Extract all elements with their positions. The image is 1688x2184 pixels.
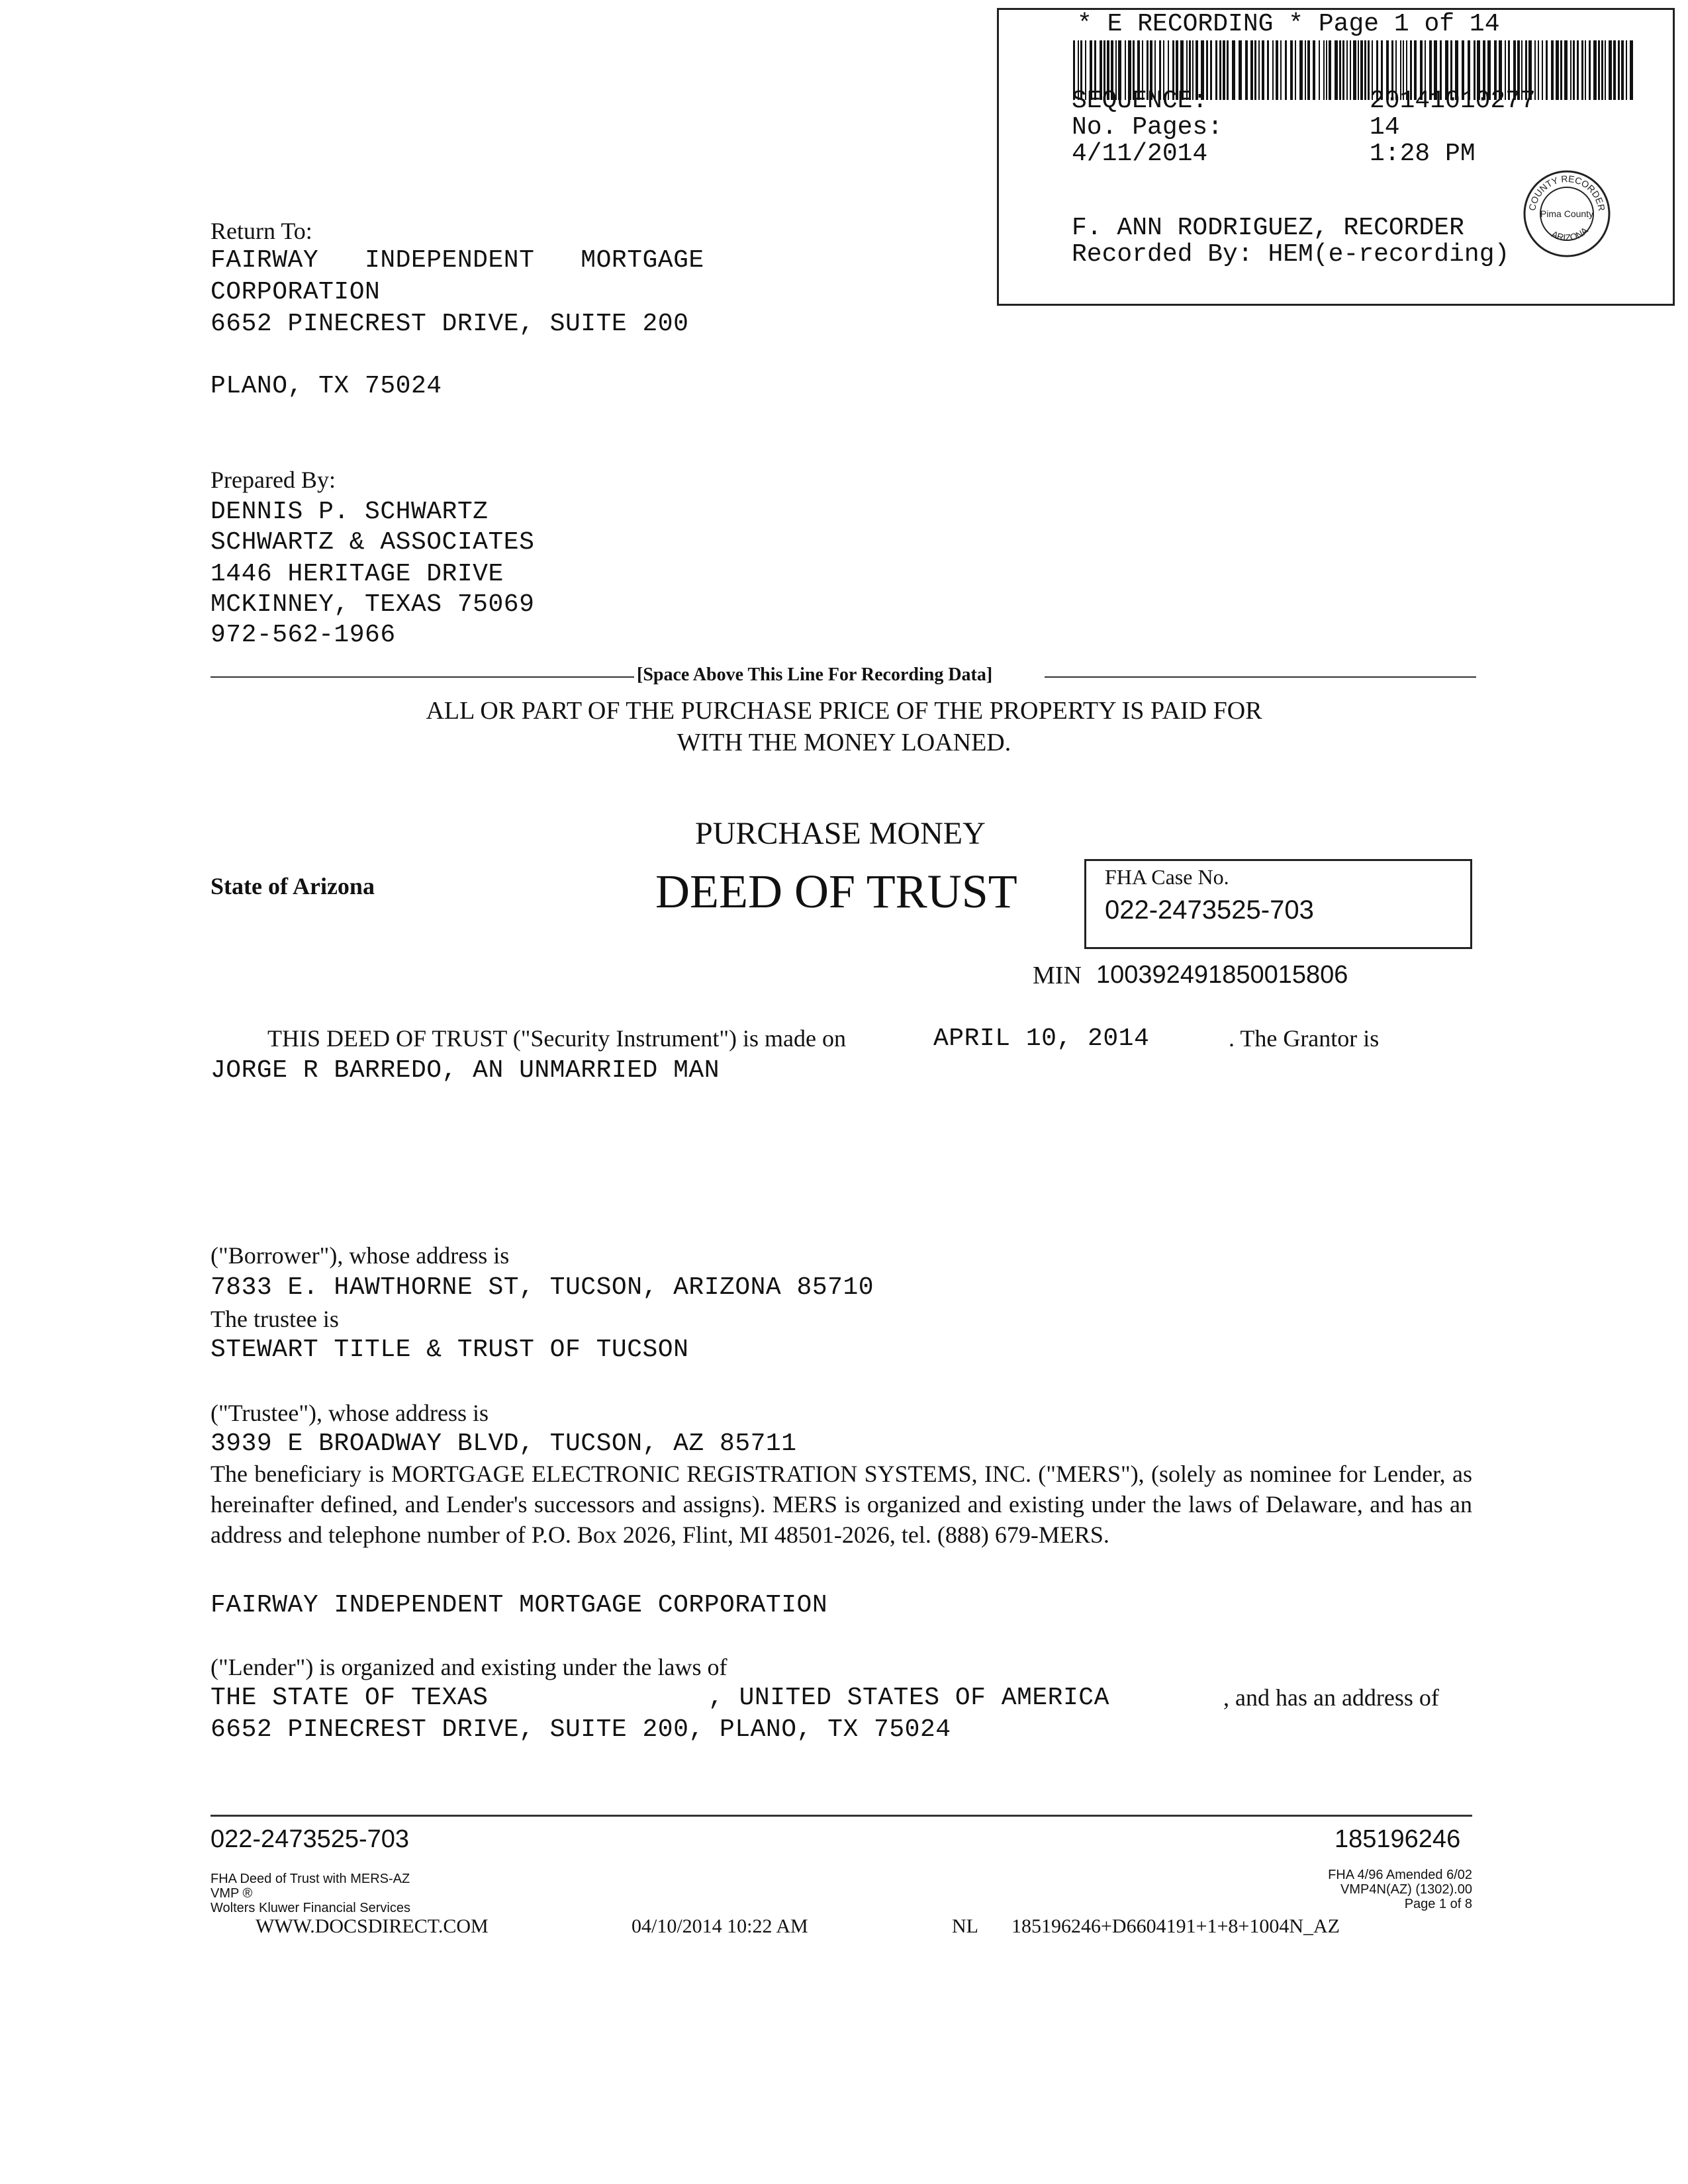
footer-website: WWW.DOCSDIRECT.COM <box>256 1915 489 1937</box>
return-to-line3: 6652 PINECREST DRIVE, SUITE 200 <box>211 310 689 338</box>
grantor-name: JORGE R BARREDO, AN UNMARRIED MAN <box>211 1056 720 1085</box>
borrower-label: ("Borrower"), whose address is <box>211 1242 510 1269</box>
pages-label: No. Pages: <box>1072 113 1223 142</box>
prepared-by-label: Prepared By: <box>211 467 336 493</box>
notice-line1: ALL OR PART OF THE PURCHASE PRICE OF THE PROPERTY IS PAID FOR <box>426 697 1262 725</box>
footer-form-line1: FHA Deed of Trust with MERS-AZ <box>211 1872 410 1886</box>
intro-text: THIS DEED OF TRUST ("Security Instrument") is made on <box>267 1025 846 1052</box>
intro-date: APRIL 10, 2014 <box>933 1024 1150 1053</box>
return-to-line1: FAIRWAY INDEPENDENT MORTGAGE <box>211 246 704 275</box>
footer-right-line1: FHA 4/96 Amended 6/02 <box>1328 1868 1472 1882</box>
prepared-by-line4: MCKINNEY, TEXAS 75069 <box>211 590 535 619</box>
prepared-by-line2: SCHWARTZ & ASSOCIATES <box>211 528 535 557</box>
page-title: DEED OF TRUST <box>655 865 1017 918</box>
fha-case-box <box>1084 859 1472 949</box>
return-to-label: Return To: <box>211 218 312 244</box>
lender-address: 6652 PINECREST DRIVE, SUITE 200, PLANO, TX 75024 <box>211 1715 951 1744</box>
trustee-address: 3939 E BROADWAY BLVD, TUCSON, AZ 85711 <box>211 1430 797 1458</box>
beneficiary-paragraph: The beneficiary is MORTGAGE ELECTRONIC REGISTRATION SYSTEMS, INC. ("MERS"), (solely as nominee for Lender, as hereinafter defined, and Lender's successors and assigns). MERS is organized and existing under the laws of Delaware, and has an address and telephone number of P.O. Box 2026, Flint, MI 48501-2026, tel. (888) 679-MERS. <box>211 1461 1472 1548</box>
prepared-by-line5: 972-562-1966 <box>211 621 396 649</box>
recorded-by: Recorded By: HEM(e-recording) <box>1072 240 1510 269</box>
intro-grantor-label: . The Grantor is <box>1229 1025 1380 1052</box>
min-label: MIN <box>1033 962 1082 989</box>
recorder-name: F. ANN RODRIGUEZ, RECORDER <box>1072 214 1464 242</box>
return-to-line4: PLANO, TX 75024 <box>211 372 442 400</box>
seal-center-text: Pima County <box>1540 208 1594 219</box>
recording-time: 1:28 PM <box>1370 140 1476 168</box>
footer-case-no: 022-2473525-703 <box>211 1825 410 1853</box>
footer-rule <box>211 1815 1472 1817</box>
fha-case-value: 022-2473525-703 <box>1105 895 1314 925</box>
recording-stamp <box>997 8 1675 306</box>
footer-timestamp: 04/10/2014 10:22 AM <box>632 1915 808 1937</box>
seal-top-text: COUNTY RECORDER <box>1526 173 1607 212</box>
footer-page-number: Page 1 of 8 <box>1404 1897 1472 1911</box>
lender-state: THE STATE OF TEXAS <box>211 1684 489 1712</box>
lender-country: , UNITED STATES OF AMERICA <box>708 1684 1109 1712</box>
trustee-address-label: ("Trustee"), whose address is <box>211 1400 489 1426</box>
lender-address-label: , and has an address of <box>1223 1684 1439 1711</box>
footer-form-line2: VMP ® <box>211 1886 253 1901</box>
county-seal-icon <box>1521 167 1613 260</box>
notice-line2: WITH THE MONEY LOANED. <box>677 729 1011 756</box>
footer-doc-code: 185196246+D6604191+1+8+1004N_AZ <box>1011 1915 1340 1937</box>
min-value: 100392491850015806 <box>1096 961 1348 989</box>
recording-divider-right <box>1045 676 1476 678</box>
state-label: State of Arizona <box>211 873 375 899</box>
trustee-label: The trustee is <box>211 1306 339 1332</box>
recording-divider-left <box>211 676 634 678</box>
trustee-name: STEWART TITLE & TRUST OF TUCSON <box>211 1336 689 1364</box>
footer-loan-no: 185196246 <box>1335 1825 1461 1853</box>
lender-label: ("Lender") is organized and existing under the laws of <box>211 1654 727 1680</box>
prepared-by-line1: DENNIS P. SCHWARTZ <box>211 498 489 526</box>
prepared-by-line3: 1446 HERITAGE DRIVE <box>211 560 504 588</box>
return-to-line2: CORPORATION <box>211 278 381 306</box>
sequence-label: SEQUENCE: <box>1072 87 1208 115</box>
borrower-address: 7833 E. HAWTHORNE ST, TUCSON, ARIZONA 85710 <box>211 1273 874 1302</box>
seal-bottom-text: ARIZONA <box>1550 224 1590 244</box>
recording-header: * E RECORDING * Page 1 of 14 <box>1077 10 1500 38</box>
footer-nl: NL <box>952 1915 978 1937</box>
lender-name: FAIRWAY INDEPENDENT MORTGAGE CORPORATION <box>211 1591 828 1619</box>
recording-divider-label: [Space Above This Line For Recording Data] <box>637 664 993 685</box>
footer-form-line3: Wolters Kluwer Financial Services <box>211 1901 410 1915</box>
recording-date: 4/11/2014 <box>1072 140 1208 168</box>
fha-case-label: FHA Case No. <box>1105 865 1229 889</box>
footer-right-line2: VMP4N(AZ) (1302).00 <box>1340 1882 1472 1897</box>
title-subheading: PURCHASE MONEY <box>695 816 986 851</box>
pages-value: 14 <box>1370 113 1400 142</box>
sequence-value: 20141010277 <box>1370 87 1536 115</box>
